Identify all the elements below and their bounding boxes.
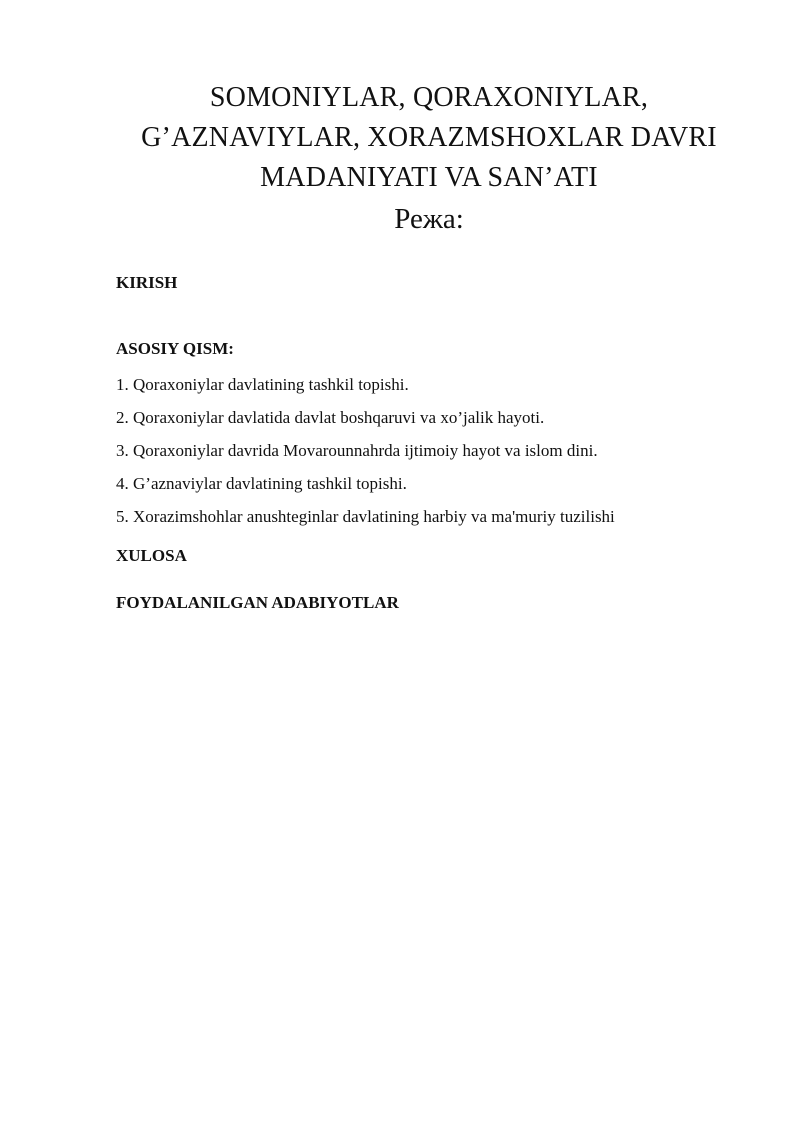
title-line-3: MADANIYATI VA SAN’ATI — [260, 162, 598, 193]
section-heading-references: FOYDALANILGAN ADABIYOTLAR — [116, 593, 399, 612]
title-line-2: G’AZNAVIYLAR, XORAZMSHOXLAR DAVRI — [141, 122, 717, 153]
outline-item-5: 5. Xorazimshohlar anushteginlar davlatining harbiy va ma'muriy tuzilishi — [116, 507, 615, 526]
section-heading-main: ASOSIY QISM: — [116, 339, 234, 358]
outline-item-3: 3. Qoraxoniylar davrida Movarounnahrda ijtimoiy hayot va islom dini. — [116, 441, 598, 460]
section-heading-conclusion: XULOSA — [116, 546, 187, 565]
document-title — [96, 78, 762, 240]
outline-list — [116, 368, 615, 533]
outline-item-1: 1. Qoraxoniylar davlatining tashkil topishi. — [116, 375, 409, 394]
plan-subtitle: Режа: — [394, 203, 464, 235]
title-line-1: SOMONIYLAR, QORAXONIYLAR, — [209, 82, 649, 113]
outline-item-4: 4. G’aznaviylar davlatining tashkil topishi. — [116, 474, 407, 493]
outline-item-2: 2. Qoraxoniylar davlatida davlat boshqaruvi va xo’jalik hayoti. — [116, 408, 545, 427]
section-heading-intro: KIRISH — [116, 273, 178, 292]
